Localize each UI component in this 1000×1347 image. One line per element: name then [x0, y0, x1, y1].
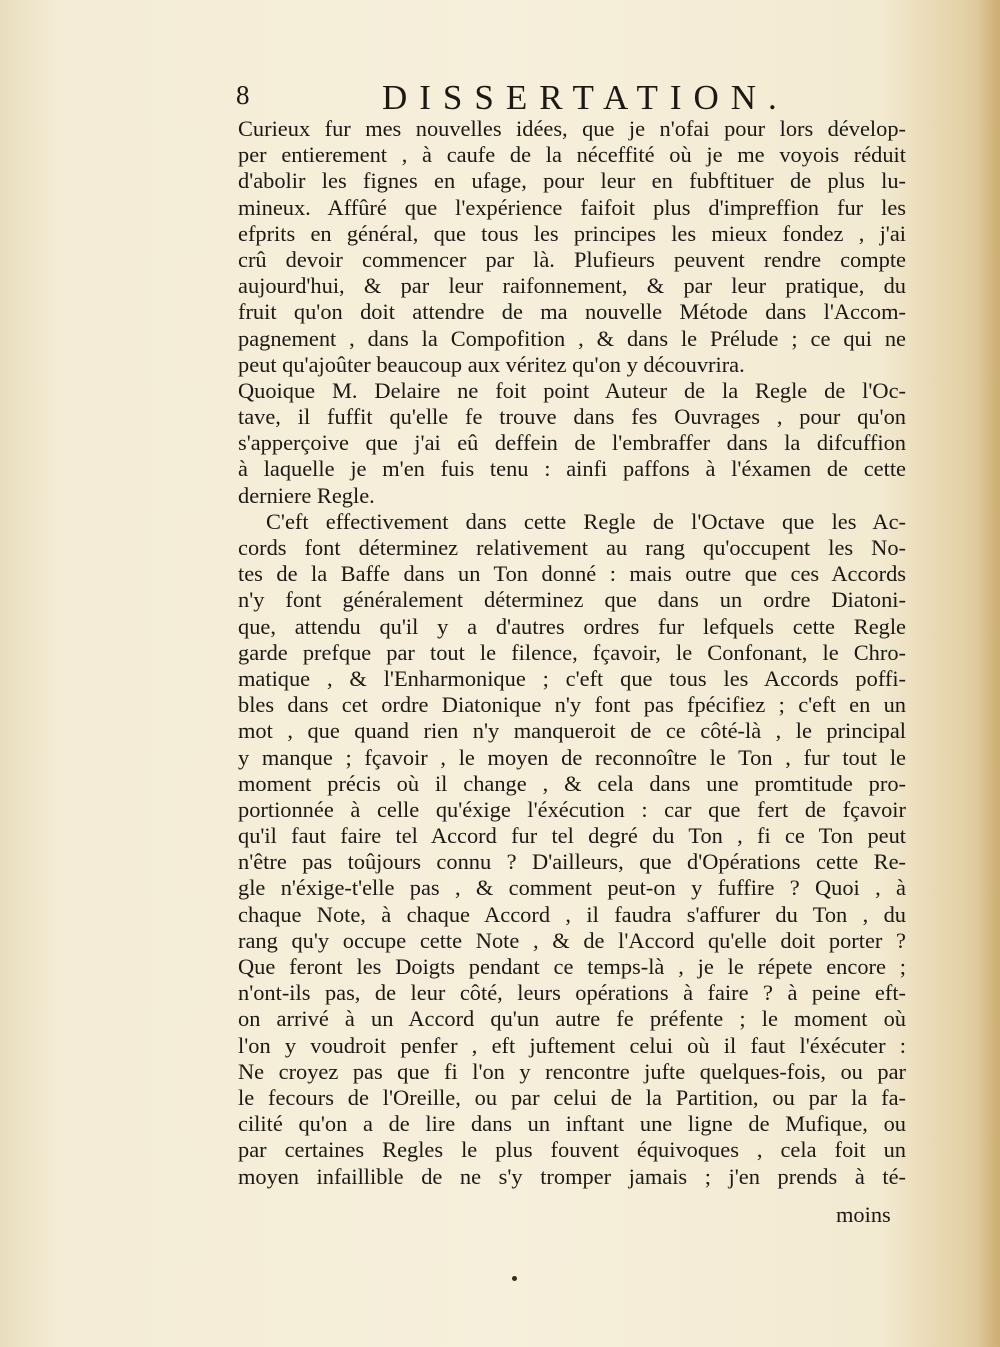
page-number: 8 [236, 80, 250, 110]
text-line: garde prefque par tout le filence, fçavoir, le Confonant, le Chro- [238, 639, 906, 665]
text-line: portionnée à celle qu'éxige l'éxécution : car que fert de fçavoir [238, 796, 906, 822]
page-edge-shadow [978, 0, 1000, 1347]
text-line: derniere Regle. [238, 482, 375, 508]
text-line: aujourd'hui, & par leur raifonnement, & par leur pratique, du [238, 273, 906, 299]
text-line: l'on y voudroit penfer , eft juftement celui où il faut l'éxécuter : [238, 1032, 906, 1058]
text-line: mineux. Affûré que l'expérience faifoit plus d'impreffion fur les [238, 194, 906, 220]
running-title: DISSERTATION. [382, 78, 789, 117]
text-line: n'être pas toûjours connu ? D'ailleurs, que d'Opérations cette Re- [238, 849, 906, 875]
text-line: Curieux fur mes nouvelles idées, que je n'ofai pour lors dévelop- [238, 116, 906, 141]
text-line: cords font déterminez relativement au rang qu'occupent les No- [238, 535, 906, 560]
text-line: d'abolir les fignes en ufage, pour leur en fubftituer de plus lu- [238, 168, 906, 194]
text-line: n'ont-ils pas, de leur côté, leurs opérations à faire ? à peine eft- [238, 980, 906, 1006]
text-line: Quoique M. Delaire ne foit point Auteur de la Regle de l'Oc- [238, 377, 906, 403]
text-line: que, attendu qu'il y a d'autres ordres fur lefquels cette Regle [238, 613, 906, 639]
text-line: qu'il faut faire tel Accord fur tel degré du Ton , fi ce Ton peut [238, 823, 906, 849]
ink-speck [512, 1276, 517, 1281]
text-line: tes de la Baffe dans un Ton donné : mais outre que ces Accords [238, 561, 906, 587]
text-line: y manque ; fçavoir , le moyen de reconnoître le Ton , fur tout le [238, 744, 906, 770]
text-line: n'y font généralement déterminez que dans un ordre Diatoni- [238, 587, 906, 613]
text-line: gle n'éxige-t'elle pas , & comment peut-on y fuffire ? Quoi , à [238, 875, 906, 901]
text-line: fruit qu'on doit attendre de ma nouvelle Métode dans l'Accom- [238, 299, 906, 325]
text-line: Que feront les Doigts pendant ce temps-là , je le répete encore ; [238, 954, 906, 979]
text-line: efprits en général, que tous les principes les mieux fondez , j'ai [238, 220, 906, 246]
text-line: on arrivé à un Accord qu'un autre fe préfente ; le moment où [238, 1006, 906, 1032]
text-line: moyen infaillible de ne s'y tromper jamais ; j'en prends à té- [238, 1163, 906, 1189]
text-line: crû devoir commencer par là. Plufieurs peuvent rendre compte [238, 246, 906, 272]
text-line: cilité qu'on a de lire dans un inftant une ligne de Mufique, ou [238, 1111, 906, 1137]
text-line: peut qu'ajoûter beaucoup aux véritez qu'on y découvrira. [238, 351, 745, 377]
text-line: Ne croyez pas que fi l'on y rencontre jufte quelques-fois, ou par [238, 1058, 906, 1084]
text-line: C'eft effectivement dans cette Regle de l'Octave que les Ac- [266, 508, 906, 534]
text-line: pagnement , dans la Compofition , & dans le Prélude ; ce qui ne [238, 325, 906, 351]
text-line: par certaines Regles le plus fouvent équivoques , cela foit un [238, 1137, 906, 1163]
text-line: s'apperçoive que j'ai eû deffein de l'embraffer dans la difcuffion [238, 430, 906, 456]
text-line: bles dans cet ordre Diatonique n'y font pas fpécifiez ; c'eft en un [238, 692, 906, 718]
text-line: moment précis où il change , & cela dans une promtitude pro- [238, 770, 906, 796]
text-line: rang qu'y occupe cette Note , & de l'Accord qu'elle doit porter ? [238, 927, 906, 953]
text-line: matique , & l'Enharmonique ; c'eft que tous les Accords poffi- [238, 665, 906, 691]
catchword: moins [836, 1202, 891, 1227]
text-line: tave, il fuffit qu'elle fe trouve dans fes Ouvrages , pour qu'on [238, 404, 906, 430]
text-line: chaque Note, à chaque Accord , il faudra s'affurer du Ton , du [238, 901, 906, 927]
text-line: à laquelle je m'en fuis tenu : ainfi paffons à l'éxamen de cette [238, 456, 906, 482]
text-line: le fecours de l'Oreille, ou par celui de la Partition, ou par la fa- [238, 1084, 906, 1110]
text-line: mot , que quand rien n'y manqueroit de ce côté-là , le principal [238, 718, 906, 744]
body-text [238, 116, 906, 1190]
text-line: per entierement , à caufe de la néceffité où je me voyois réduit [238, 142, 906, 168]
